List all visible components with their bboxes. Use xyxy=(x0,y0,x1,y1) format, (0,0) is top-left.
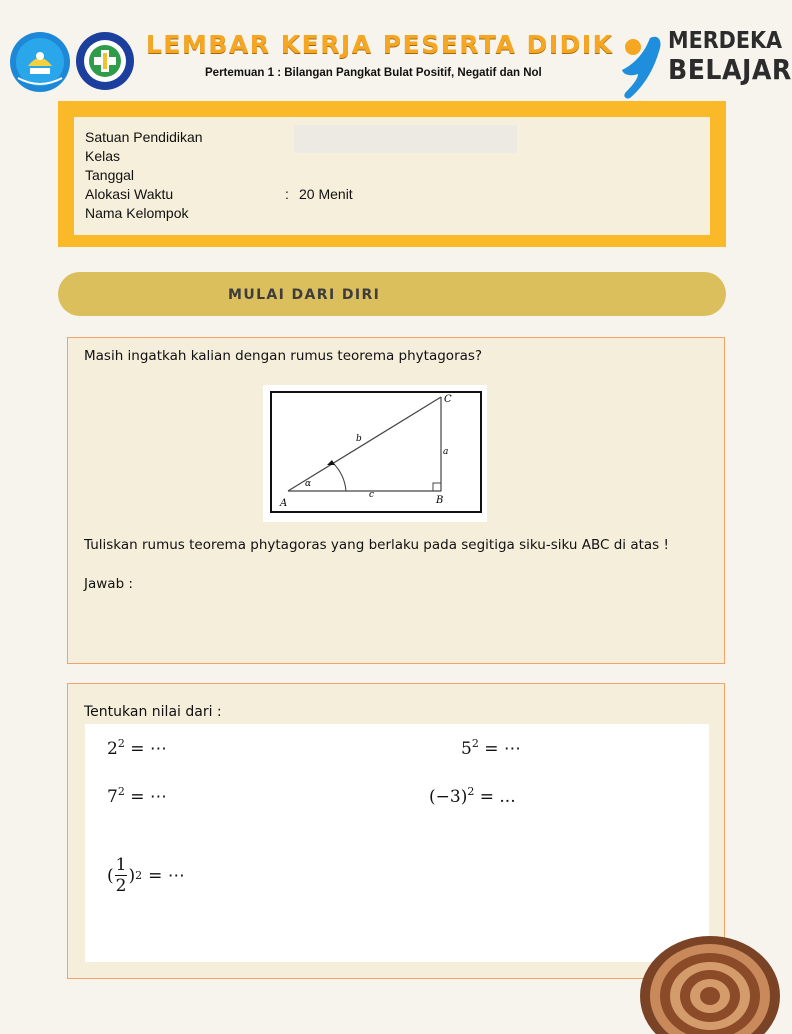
angle-alpha-label: α xyxy=(305,479,312,489)
identity-row-satuan xyxy=(85,128,353,147)
identity-row-alokasi xyxy=(85,185,353,204)
power-expression xyxy=(461,737,521,759)
identity-fields xyxy=(85,128,353,223)
expr-exponent: 2 xyxy=(117,737,125,750)
identity-label: Nama Kelompok xyxy=(85,205,189,221)
fraction-denominator: 2 xyxy=(115,876,127,896)
expr-rhs: = ⋯ xyxy=(130,739,167,759)
expr-base: 7 xyxy=(107,787,118,807)
section-header xyxy=(58,272,726,316)
expr-rhs: = ⋯ xyxy=(484,739,521,759)
identity-row-tanggal xyxy=(85,166,353,185)
power-expression xyxy=(429,785,516,807)
side-a-label: a xyxy=(443,447,449,457)
expr-exponent: 2 xyxy=(117,785,125,798)
vertex-c-label: C xyxy=(444,394,452,405)
section-title: MULAI DARI DIRI xyxy=(228,287,381,303)
school-emblem-logo xyxy=(74,30,136,92)
merdeka-belajar-wordmark xyxy=(668,30,792,84)
page-subtitle: Pertemuan 1 : Bilangan Pangkat Bulat Positif, Negatif dan Nol xyxy=(205,67,542,79)
identity-label: Alokasi Waktu xyxy=(85,186,174,202)
tree-stump-icon xyxy=(636,934,776,1034)
open-paren: ( xyxy=(107,865,114,886)
power-expression xyxy=(107,785,167,807)
expr-base: 5 xyxy=(461,739,472,759)
expr-exponent: 2 xyxy=(471,737,479,750)
side-c-label: c xyxy=(369,490,375,500)
expr-rhs: = ... xyxy=(479,787,516,807)
expr-rhs: = ⋯ xyxy=(130,787,167,807)
identity-label: Tanggal xyxy=(85,167,135,183)
identity-row-kelas xyxy=(85,147,353,166)
brand-line2: BELAJAR xyxy=(668,53,792,86)
identity-label: Kelas xyxy=(85,148,121,164)
vertex-b-label: B xyxy=(436,495,444,506)
expr-exponent: 2 xyxy=(467,785,475,798)
question2-prompt: Tentukan nilai dari : xyxy=(84,704,222,720)
fraction-rhs: = ⋯ xyxy=(148,865,185,886)
triangle-diagram xyxy=(263,385,487,522)
close-paren: ) xyxy=(128,865,136,886)
tut-wuri-handayani-logo xyxy=(8,30,72,94)
identity-colon: : xyxy=(285,186,289,202)
triangle-figure xyxy=(263,385,487,522)
answer-label: Jawab : xyxy=(84,576,133,592)
fraction xyxy=(115,855,128,896)
alokasi-value: 20 Menit xyxy=(299,186,353,202)
question1-prompt: Masih ingatkah kalian dengan rumus teorema phytagoras? xyxy=(84,348,483,364)
power-expression xyxy=(107,737,167,759)
fraction-numerator: 1 xyxy=(115,855,127,875)
question1-instruction: Tuliskan rumus teorema phytagoras yang berlaku pada segitiga siku-siku ABC di atas ! xyxy=(84,537,669,553)
expr-base: 2 xyxy=(107,739,118,759)
vertex-a-label: A xyxy=(280,498,288,509)
identity-row-kelompok xyxy=(85,204,353,223)
fraction-exponent: 2 xyxy=(135,869,143,882)
side-b-label: b xyxy=(356,434,362,444)
brand-line1: MERDEKA xyxy=(668,28,783,54)
page-title: LEMBAR KERJA PESERTA DIDIK xyxy=(146,30,614,59)
answer-area[interactable] xyxy=(85,724,709,962)
fraction-power-expression xyxy=(107,855,185,896)
identity-label: Satuan Pendidikan xyxy=(85,129,203,145)
expr-base: (−3) xyxy=(429,787,468,807)
